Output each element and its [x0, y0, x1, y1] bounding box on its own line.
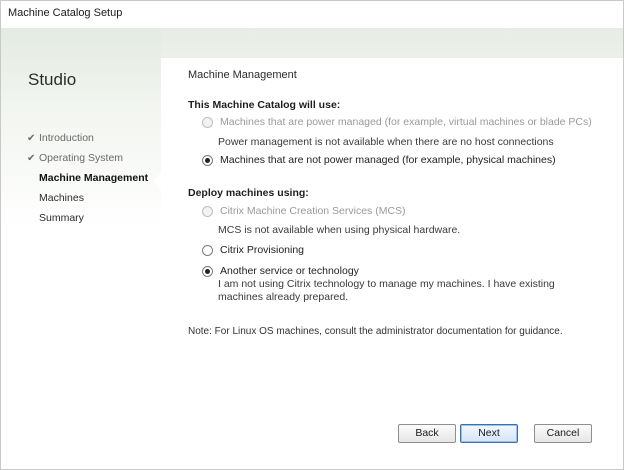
option-label: Citrix Provisioning — [220, 244, 305, 256]
step-machines — [39, 188, 148, 208]
next-button[interactable]: Next — [460, 424, 518, 443]
mcs-note: MCS is not available when using physical hardware. — [218, 224, 461, 236]
use-section-heading: This Machine Catalog will use: — [188, 99, 341, 111]
cancel-button[interactable]: Cancel — [534, 424, 592, 443]
option-label: Another service or technology — [220, 265, 359, 277]
radio-button[interactable] — [202, 155, 213, 166]
back-button[interactable]: Back — [398, 424, 456, 443]
radio-button[interactable] — [202, 266, 213, 277]
step-label: Machine Management — [39, 172, 149, 184]
linux-note: Note: For Linux OS machines, consult the administrator documentation for guidance. — [188, 326, 563, 337]
step-machine-management — [39, 168, 148, 188]
radio-button[interactable] — [202, 206, 213, 217]
window-title: Machine Catalog Setup — [8, 7, 123, 19]
option-label: Machines that are power managed (for example, virtual machines or blade PCs) — [220, 116, 592, 128]
step-label: Introduction — [39, 132, 94, 144]
step-summary — [39, 208, 148, 228]
radio-button[interactable] — [202, 245, 213, 256]
page-title: Machine Management — [188, 69, 297, 81]
wizard-sidebar — [1, 28, 161, 469]
wizard-content — [161, 58, 623, 469]
deploy-section-heading: Deploy machines using: — [188, 187, 309, 199]
radio-button[interactable] — [202, 117, 213, 128]
another-service-note: I am not using Citrix technology to manage my machines. I have existing machines already prepared. — [218, 278, 555, 303]
step-label: Machines — [39, 192, 84, 204]
studio-brand: Studio — [28, 70, 77, 89]
power-management-note: Power management is not available when there are no host connections — [218, 136, 554, 148]
option-label: Citrix Machine Creation Services (MCS) — [220, 205, 406, 217]
wizard-steps — [27, 128, 148, 228]
title-bar — [1, 1, 623, 27]
step-label: Summary — [39, 212, 84, 224]
step-label: Operating System — [39, 152, 124, 164]
check-icon: ✔ — [27, 133, 36, 144]
step-operating-system — [27, 148, 148, 168]
step-introduction — [27, 128, 148, 148]
wizard-client-area — [1, 28, 623, 469]
option-label: Machines that are not power managed (for example, physical machines) — [220, 154, 556, 166]
check-icon: ✔ — [27, 153, 36, 164]
